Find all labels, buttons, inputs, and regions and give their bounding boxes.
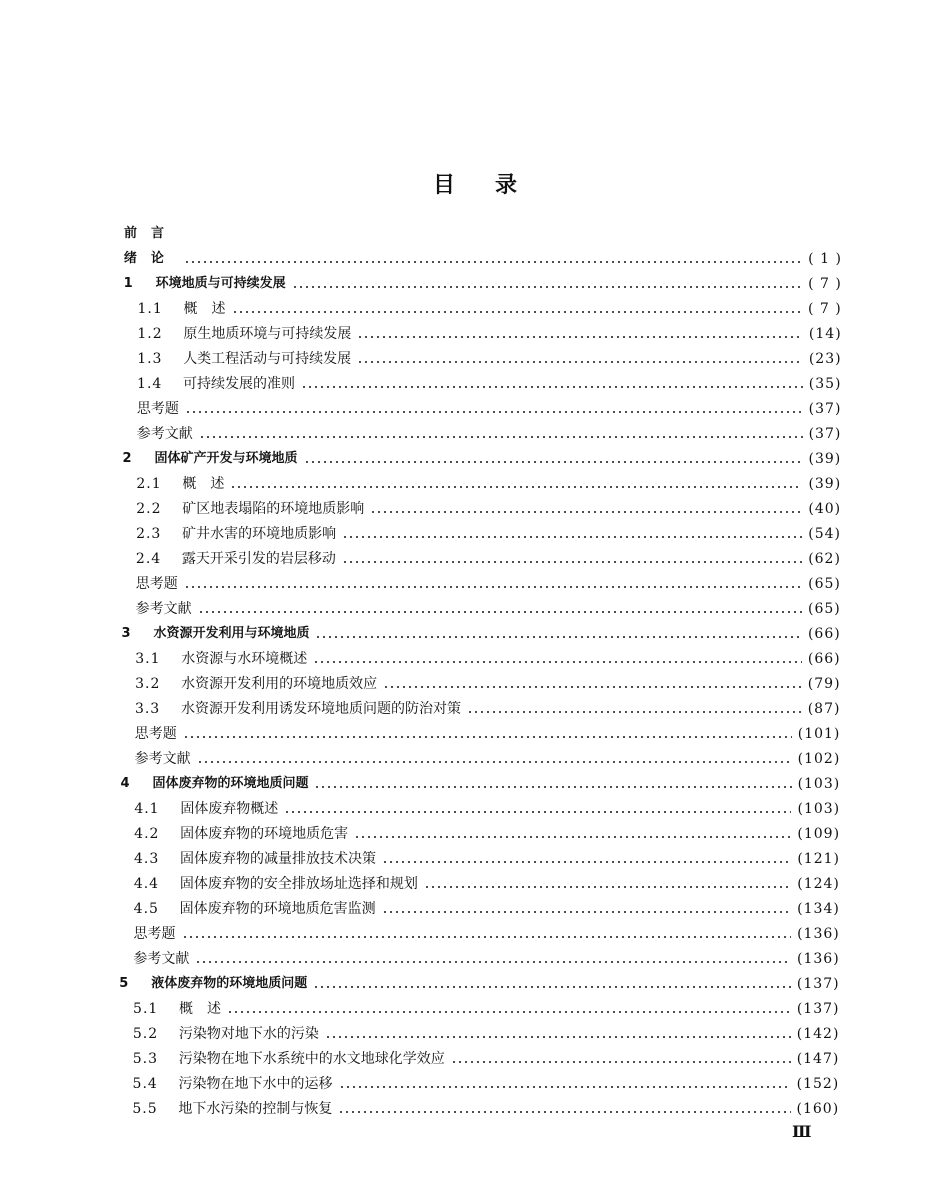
dot-leader <box>313 986 791 988</box>
toc-sub-entry <box>135 743 841 768</box>
page-number: Ⅲ <box>792 1122 812 1141</box>
toc-entry-page: ( 1 ) <box>808 251 842 267</box>
dot-leader <box>301 386 803 388</box>
dot-leader <box>424 886 791 888</box>
dot-leader <box>195 961 791 963</box>
toc-entry-page: (23) <box>808 351 842 367</box>
toc-entry-page: (160) <box>796 1101 840 1117</box>
toc-entry-number: 3.2 <box>135 676 161 692</box>
toc-entry-number: 1.3 <box>137 351 163 367</box>
toc-entry-page: (66) <box>807 626 841 642</box>
toc-section-entry <box>137 343 841 368</box>
dot-leader <box>184 261 802 263</box>
toc-entry-title: 固体废弃物的减量排放技术决策 <box>180 851 376 867</box>
toc-sub-entry <box>136 568 841 593</box>
toc-entry-page: (62) <box>808 551 841 567</box>
toc-section-entry <box>136 468 841 493</box>
toc-entry-number: 2.4 <box>135 551 162 567</box>
toc-entry-number: 5.5 <box>132 1101 158 1117</box>
toc-entry-title: 水资源与水环境概述 <box>181 651 308 667</box>
toc-section-entry <box>136 493 841 518</box>
toc-entry-title: 环境地质与可持续发展 <box>155 276 286 291</box>
toc-section-entry <box>137 368 841 393</box>
toc-entry-title: 固体废弃物的安全排放场址选择和规划 <box>179 876 418 892</box>
toc-entry-page: (79) <box>807 676 841 692</box>
dot-leader <box>451 1061 791 1063</box>
toc-section-entry <box>136 543 841 568</box>
toc-section-entry <box>133 1043 840 1068</box>
toc-sub-entry <box>133 943 839 968</box>
toc-entry-page: (54) <box>808 526 842 542</box>
toc-entry-title: 水资源开发利用诱发环境地质问题的防治对策 <box>180 701 461 717</box>
toc-section-entry <box>133 1068 840 1093</box>
dot-leader <box>230 486 802 488</box>
dot-leader <box>284 811 791 813</box>
toc-entry-title: 固体矿产开发与环境地质 <box>154 451 298 466</box>
toc-entry-title: 绪论 <box>123 251 178 266</box>
toc-section-entry <box>134 843 840 868</box>
toc-section-entry <box>133 1018 840 1043</box>
toc-section-entry <box>134 893 840 918</box>
toc-entry-title: 思考题 <box>135 576 178 592</box>
toc-entry-title: 矿井水害的环境地质影响 <box>182 526 337 542</box>
toc-entry-page: (152) <box>796 1076 840 1092</box>
toc-section-entry <box>134 868 840 893</box>
toc-entry-page: (147) <box>796 1051 840 1067</box>
toc-entry-title: 地下水污染的控制与恢复 <box>178 1101 333 1117</box>
toc-entry-title: 水资源开发利用与环境地质 <box>153 626 310 641</box>
toc-chapter-entry <box>120 768 840 793</box>
toc-entry-number: 5.4 <box>132 1076 158 1092</box>
toc-entry-number: 4.5 <box>133 901 159 917</box>
toc-sub-entry <box>134 918 840 943</box>
dot-leader <box>357 336 803 338</box>
toc-section-entry <box>134 793 840 818</box>
toc-chapter-entry <box>119 968 839 993</box>
toc-entry-page: (102) <box>797 751 841 767</box>
toc-section-entry <box>132 1093 839 1118</box>
toc-section-entry <box>134 818 840 843</box>
toc-entry-number: 2.1 <box>136 476 162 492</box>
toc-entry-page: (134) <box>797 901 840 917</box>
toc-entry-page: ( 7 ) <box>808 276 842 292</box>
toc-entry-title: 矿区地表塌陷的环境地质影响 <box>182 501 365 517</box>
dot-leader <box>232 311 803 313</box>
toc-entry-page: (136) <box>797 926 840 942</box>
toc-section-entry <box>135 668 840 693</box>
toc-entry-title: 可持续发展的准则 <box>183 376 296 392</box>
dot-leader <box>357 361 803 363</box>
toc-front-entry <box>124 218 842 243</box>
dot-leader <box>199 436 803 438</box>
dot-leader <box>198 611 802 613</box>
toc-entry-title: 概 述 <box>182 476 225 492</box>
toc-section-entry <box>137 318 841 343</box>
dot-leader <box>325 1036 791 1038</box>
toc-entry-title: 露天开采引发的岩层移动 <box>181 551 336 567</box>
toc-entry-title: 固体废弃物的环境地质危害 <box>180 826 349 842</box>
toc-entry-number: 3 <box>121 626 131 641</box>
toc-entry-number: 1.2 <box>137 326 163 342</box>
dot-leader <box>342 561 802 563</box>
toc-entry-number: 4.1 <box>134 801 160 817</box>
dot-leader <box>342 536 802 538</box>
toc-entry-title: 污染物在地下水中的运移 <box>178 1076 333 1092</box>
toc-entry-title: 污染物在地下水系统中的水文地球化学效应 <box>178 1051 445 1067</box>
dot-leader <box>197 761 792 763</box>
toc-entry-page: (35) <box>808 376 842 392</box>
toc-entry-number: 1.1 <box>137 301 163 317</box>
dot-leader <box>292 286 802 288</box>
toc-entry-page: (37) <box>808 426 842 442</box>
toc-entry-page: (39) <box>808 476 842 492</box>
toc-sub-entry <box>137 418 842 443</box>
toc-section-entry <box>133 993 839 1018</box>
toc-entry-title: 思考题 <box>133 926 176 942</box>
toc-sub-entry <box>137 393 842 418</box>
toc-entry-page: (39) <box>808 451 842 467</box>
toc-entry-page: ( 7 ) <box>808 301 842 317</box>
toc-entry-number: 5 <box>119 976 129 991</box>
toc-entry-page: (124) <box>797 876 840 892</box>
toc-entry-page: (103) <box>797 776 841 792</box>
toc-sub-entry <box>135 718 841 743</box>
toc-entry-title: 固体废弃物的环境地质问题 <box>152 776 309 791</box>
toc-entry-page: (14) <box>808 326 842 342</box>
toc-entry-title: 概 述 <box>183 301 226 317</box>
toc-section-entry <box>136 518 841 543</box>
toc-entry-page: (37) <box>808 401 842 417</box>
toc-entry-title: 思考题 <box>134 726 177 742</box>
dot-leader <box>339 1086 791 1088</box>
toc-entry-title: 固体废弃物概述 <box>180 801 279 817</box>
toc-entry-number: 1.4 <box>137 376 163 392</box>
dot-leader <box>338 1111 790 1113</box>
dot-leader <box>354 836 791 838</box>
toc-entry-number: 4.2 <box>134 826 160 842</box>
toc-entry-number: 5.2 <box>132 1026 159 1042</box>
toc-entry-title: 液体废弃物的环境地质问题 <box>151 976 308 991</box>
toc-entry-page: (101) <box>797 726 841 742</box>
toc-entry-title: 人类工程活动与可持续发展 <box>183 351 352 367</box>
toc-entry-title: 原生地质环境与可持续发展 <box>183 326 352 342</box>
table-of-contents <box>0 218 950 1117</box>
toc-chapter-entry <box>121 618 840 643</box>
toc-entry-page: (137) <box>796 976 840 992</box>
page-title: 目录 <box>432 173 557 198</box>
toc-entry-page: (65) <box>808 601 841 617</box>
toc-entry-title: 概 述 <box>179 1001 222 1017</box>
dot-leader <box>227 1011 791 1013</box>
toc-chapter-entry <box>123 443 842 468</box>
toc-entry-number: 5.3 <box>132 1051 158 1067</box>
toc-entry-number: 1 <box>123 276 133 291</box>
dot-leader <box>314 786 791 788</box>
toc-entry-page: (142) <box>796 1026 840 1042</box>
dot-leader <box>467 711 802 713</box>
toc-entry-number: 2 <box>122 451 132 466</box>
dot-leader <box>382 911 792 913</box>
dot-leader <box>383 686 802 688</box>
toc-front-entry <box>124 243 842 268</box>
toc-entry-page: (121) <box>797 851 840 867</box>
toc-entry-page: (65) <box>808 576 841 592</box>
toc-entry-title: 参考文献 <box>133 951 190 967</box>
dot-leader <box>185 411 803 413</box>
toc-entry-title: 固体废弃物的环境地质危害监测 <box>179 901 376 917</box>
toc-entry-title: 参考文献 <box>136 426 193 442</box>
toc-section-entry <box>135 693 841 718</box>
toc-entry-number: 4 <box>120 776 130 791</box>
toc-entry-page: (87) <box>807 701 841 717</box>
dot-leader <box>313 661 802 663</box>
dot-leader <box>370 511 802 513</box>
toc-chapter-entry <box>124 268 842 293</box>
toc-sub-entry <box>136 593 841 618</box>
dot-leader <box>304 461 803 463</box>
dot-leader <box>382 861 791 863</box>
toc-entry-title: 污染物对地下水的污染 <box>178 1026 319 1042</box>
toc-entry-number: 5.1 <box>133 1001 159 1017</box>
toc-entry-number: 4.3 <box>134 851 160 867</box>
dot-leader <box>184 586 802 588</box>
toc-entry-title: 参考文献 <box>134 751 191 767</box>
toc-entry-number: 4.4 <box>133 876 160 892</box>
toc-entry-title: 前言 <box>124 226 179 241</box>
toc-entry-number: 2.2 <box>136 501 162 517</box>
toc-entry-title: 参考文献 <box>135 601 192 617</box>
toc-entry-page: (40) <box>808 501 842 517</box>
toc-entry-title: 水资源开发利用的环境地质效应 <box>181 676 378 692</box>
toc-entry-number: 3.1 <box>135 651 161 667</box>
toc-section-entry <box>138 293 842 318</box>
toc-entry-title: 思考题 <box>136 401 179 417</box>
toc-entry-page: (103) <box>797 801 841 817</box>
toc-entry-page: (66) <box>807 651 841 667</box>
toc-entry-number: 3.3 <box>134 701 161 717</box>
toc-section-entry <box>135 643 840 668</box>
toc-entry-number: 2.3 <box>136 526 162 542</box>
toc-entry-page: (136) <box>797 951 840 967</box>
dot-leader <box>315 636 802 638</box>
dot-leader <box>182 936 792 938</box>
toc-entry-page: (137) <box>796 1001 840 1017</box>
toc-entry-page: (109) <box>797 826 841 842</box>
dot-leader <box>183 736 792 738</box>
